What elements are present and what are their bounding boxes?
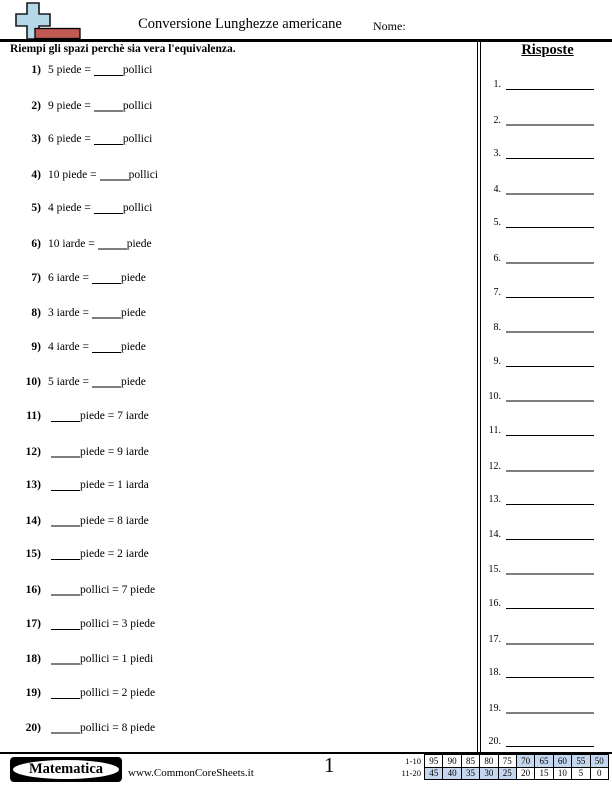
answer-number: 17. — [488, 633, 501, 645]
score-cell: 55 — [572, 755, 590, 768]
question-number: 9) — [31, 340, 41, 353]
instruction-text: Riempi gli spazi perchè sia vera l'equivalenza. — [10, 43, 236, 55]
score-cell: 65 — [535, 755, 553, 768]
answer-line[interactable] — [506, 633, 594, 645]
question-blank[interactable] — [94, 201, 123, 214]
question-blank[interactable] — [92, 374, 121, 388]
question-blank[interactable] — [100, 167, 129, 181]
score-cell: 5 — [572, 767, 590, 780]
score-table-row — [390, 767, 608, 780]
answer-number: 11. — [488, 425, 501, 436]
question-number: 6) — [31, 238, 41, 250]
answer-line[interactable] — [506, 563, 594, 575]
answer-line[interactable] — [506, 217, 594, 228]
question-post-text: piede = 7 iarde — [80, 410, 149, 422]
answer-line[interactable] — [506, 183, 594, 195]
question-number: 5) — [31, 202, 41, 215]
answer-number: 19. — [488, 702, 501, 714]
score-cell: 80 — [480, 755, 498, 768]
question-number: 4) — [31, 168, 41, 181]
answer-row — [484, 321, 594, 335]
answer-number: 7. — [493, 286, 501, 298]
score-table — [390, 754, 609, 780]
question-post-text: pollici — [128, 168, 159, 181]
answer-row — [484, 494, 594, 508]
question-number: 12) — [25, 445, 41, 458]
question-pre-text: 10 iarde = — [48, 238, 95, 250]
question-pre-text: 3 iarde = — [48, 307, 89, 320]
question-post-text: piede — [126, 238, 152, 250]
question-number: 10) — [25, 376, 41, 389]
answer-row — [484, 79, 594, 93]
score-cell: 75 — [498, 755, 516, 768]
question-blank[interactable] — [92, 340, 121, 353]
question-post-text: pollici = 7 piede — [80, 584, 156, 596]
answer-line[interactable] — [506, 460, 594, 472]
answer-row — [484, 356, 594, 370]
answer-number: 10. — [488, 391, 501, 403]
score-row-label: 1-10 — [405, 755, 421, 766]
answer-row — [484, 633, 594, 647]
question-row — [14, 444, 149, 460]
score-cell: 95 — [425, 755, 443, 768]
answer-number: 5. — [493, 217, 501, 229]
question-blank[interactable] — [94, 98, 123, 112]
question-post-text: piede = 2 iarde — [80, 548, 149, 561]
question-pre-text: 4 piede = — [48, 202, 91, 215]
question-row — [14, 547, 149, 563]
question-row — [14, 582, 155, 598]
score-row-label: 11-20 — [401, 768, 421, 779]
question-post-text: piede — [120, 271, 146, 284]
answer-line[interactable] — [506, 494, 594, 505]
score-table-body — [390, 755, 608, 780]
question-post-text: piede — [120, 340, 146, 353]
question-post-text: pollici — [122, 202, 153, 215]
score-cell: 35 — [461, 767, 479, 780]
answer-line[interactable] — [506, 287, 594, 298]
question-number: 3) — [31, 133, 41, 146]
question-row — [14, 132, 152, 148]
answer-row — [484, 529, 594, 543]
question-blank[interactable] — [51, 444, 80, 458]
question-row — [14, 478, 149, 494]
question-blank[interactable] — [51, 513, 80, 527]
score-cell: 15 — [535, 767, 553, 780]
score-cell: 90 — [443, 755, 461, 768]
answer-row — [484, 217, 594, 231]
question-post-text: piede = 8 iarde — [80, 514, 149, 527]
question-row — [14, 340, 146, 356]
question-blank[interactable] — [51, 686, 80, 699]
answer-row — [484, 563, 594, 577]
question-row — [14, 651, 153, 667]
answer-number: 1. — [493, 79, 501, 90]
question-post-text: piede = 1 iarda — [80, 479, 149, 492]
question-number: 13) — [25, 479, 41, 492]
question-number: 18) — [25, 653, 41, 666]
page-title: Conversione Lunghezze americane — [138, 16, 342, 32]
question-blank[interactable] — [51, 409, 80, 422]
answer-row — [484, 148, 594, 162]
score-cell: 10 — [553, 767, 571, 780]
question-number: 2) — [31, 99, 41, 112]
question-number: 7) — [31, 271, 41, 284]
answer-line[interactable] — [506, 79, 594, 90]
question-pre-text: 6 iarde = — [48, 271, 89, 284]
question-pre-text: 5 iarde = — [48, 376, 89, 389]
question-blank[interactable] — [94, 63, 123, 76]
question-row — [14, 167, 158, 183]
question-row — [14, 513, 149, 529]
answer-row — [484, 183, 594, 197]
question-post-text: pollici — [122, 133, 153, 146]
question-number: 15) — [25, 548, 41, 561]
score-cell: 0 — [590, 767, 608, 780]
question-row — [14, 305, 146, 321]
answer-number: 18. — [488, 667, 501, 679]
question-number: 16) — [25, 584, 41, 596]
answer-line[interactable] — [506, 356, 594, 367]
score-cell: 60 — [553, 755, 571, 768]
question-row — [14, 63, 152, 79]
answer-line[interactable] — [506, 114, 594, 126]
website-link[interactable]: www.CommonCoreSheets.it — [128, 767, 254, 779]
answer-row — [484, 460, 594, 474]
question-blank[interactable] — [98, 236, 127, 250]
question-number: 19) — [25, 686, 41, 699]
answer-number: 14. — [488, 528, 501, 540]
question-post-text: pollici — [122, 64, 153, 76]
question-blank[interactable] — [51, 617, 80, 630]
question-blank[interactable] — [92, 305, 121, 319]
answer-line[interactable] — [506, 702, 594, 714]
answer-number: 13. — [488, 494, 501, 506]
question-blank[interactable] — [94, 132, 123, 145]
question-blank[interactable] — [51, 720, 80, 734]
answer-line[interactable] — [506, 425, 594, 436]
answer-number: 9. — [493, 355, 501, 367]
score-cell: 50 — [590, 755, 608, 768]
score-table-row — [390, 755, 608, 768]
question-post-text: piede — [120, 307, 146, 320]
answer-number: 12. — [488, 460, 501, 472]
question-row — [14, 409, 149, 425]
answer-line[interactable] — [506, 667, 594, 678]
answers-column-title: Risposte — [521, 42, 574, 58]
question-blank[interactable] — [92, 271, 121, 284]
question-post-text: pollici = 8 piede — [80, 722, 156, 735]
answer-number: 8. — [493, 322, 501, 334]
question-pre-text: 10 piede = — [48, 168, 97, 181]
subject-badge-label: Matematica — [12, 759, 120, 780]
question-blank[interactable] — [51, 582, 80, 596]
question-row — [14, 686, 155, 702]
name-label: Nome: — [373, 19, 406, 33]
answer-row — [484, 287, 594, 301]
answer-row — [484, 667, 594, 681]
question-pre-text: 5 piede = — [48, 64, 91, 76]
score-cell: 30 — [480, 767, 498, 780]
question-number: 14) — [25, 514, 41, 527]
answer-line[interactable] — [506, 252, 594, 264]
question-post-text: pollici — [122, 99, 153, 112]
score-cell: 45 — [425, 767, 443, 780]
question-blank[interactable] — [51, 651, 80, 665]
answer-row — [484, 114, 594, 128]
answer-line[interactable] — [506, 148, 594, 159]
score-cell: 25 — [498, 767, 516, 780]
answer-line[interactable] — [506, 736, 594, 747]
answer-number: 2. — [493, 114, 501, 126]
score-cell: 85 — [461, 755, 479, 768]
question-post-text: pollici = 2 piede — [80, 686, 156, 699]
question-row — [14, 374, 146, 390]
question-post-text: pollici = 1 piedi — [80, 653, 154, 666]
question-pre-text: 6 piede = — [48, 133, 91, 146]
score-cell: 20 — [516, 767, 534, 780]
question-number: 8) — [31, 307, 41, 320]
question-post-text: piede — [120, 376, 146, 389]
answer-number: 3. — [493, 148, 501, 160]
answer-line[interactable] — [506, 390, 594, 402]
question-number: 1) — [31, 64, 41, 76]
question-blank[interactable] — [51, 478, 80, 491]
question-row — [14, 236, 152, 252]
score-cell: 70 — [516, 755, 534, 768]
answer-row — [484, 425, 594, 439]
answer-number: 16. — [488, 598, 501, 609]
question-row — [14, 98, 152, 114]
answer-row — [484, 390, 594, 404]
question-post-text: piede = 9 iarde — [80, 445, 149, 458]
answer-number: 4. — [493, 183, 501, 195]
question-number: 17) — [25, 617, 41, 630]
answer-line[interactable] — [506, 598, 594, 609]
question-pre-text: 4 iarde = — [48, 340, 89, 353]
question-row — [14, 617, 155, 633]
page-number: 1 — [324, 753, 335, 777]
question-row — [14, 271, 146, 287]
question-blank[interactable] — [51, 547, 80, 560]
subject-badge — [10, 757, 122, 782]
answer-number: 20. — [488, 736, 501, 748]
answer-row — [484, 736, 594, 750]
question-post-text: pollici = 3 piede — [80, 617, 156, 630]
score-cell: 40 — [443, 767, 461, 780]
answer-number: 6. — [493, 253, 501, 264]
answer-line[interactable] — [506, 321, 594, 333]
answer-row — [484, 702, 594, 716]
question-pre-text: 9 piede = — [48, 99, 91, 112]
question-row — [14, 201, 152, 217]
question-number: 11) — [26, 410, 41, 422]
column-divider — [477, 42, 481, 752]
answer-row — [484, 252, 594, 266]
question-row — [14, 720, 155, 736]
answer-line[interactable] — [506, 529, 594, 540]
answer-row — [484, 598, 594, 612]
answer-number: 15. — [488, 564, 501, 576]
question-number: 20) — [25, 722, 41, 735]
